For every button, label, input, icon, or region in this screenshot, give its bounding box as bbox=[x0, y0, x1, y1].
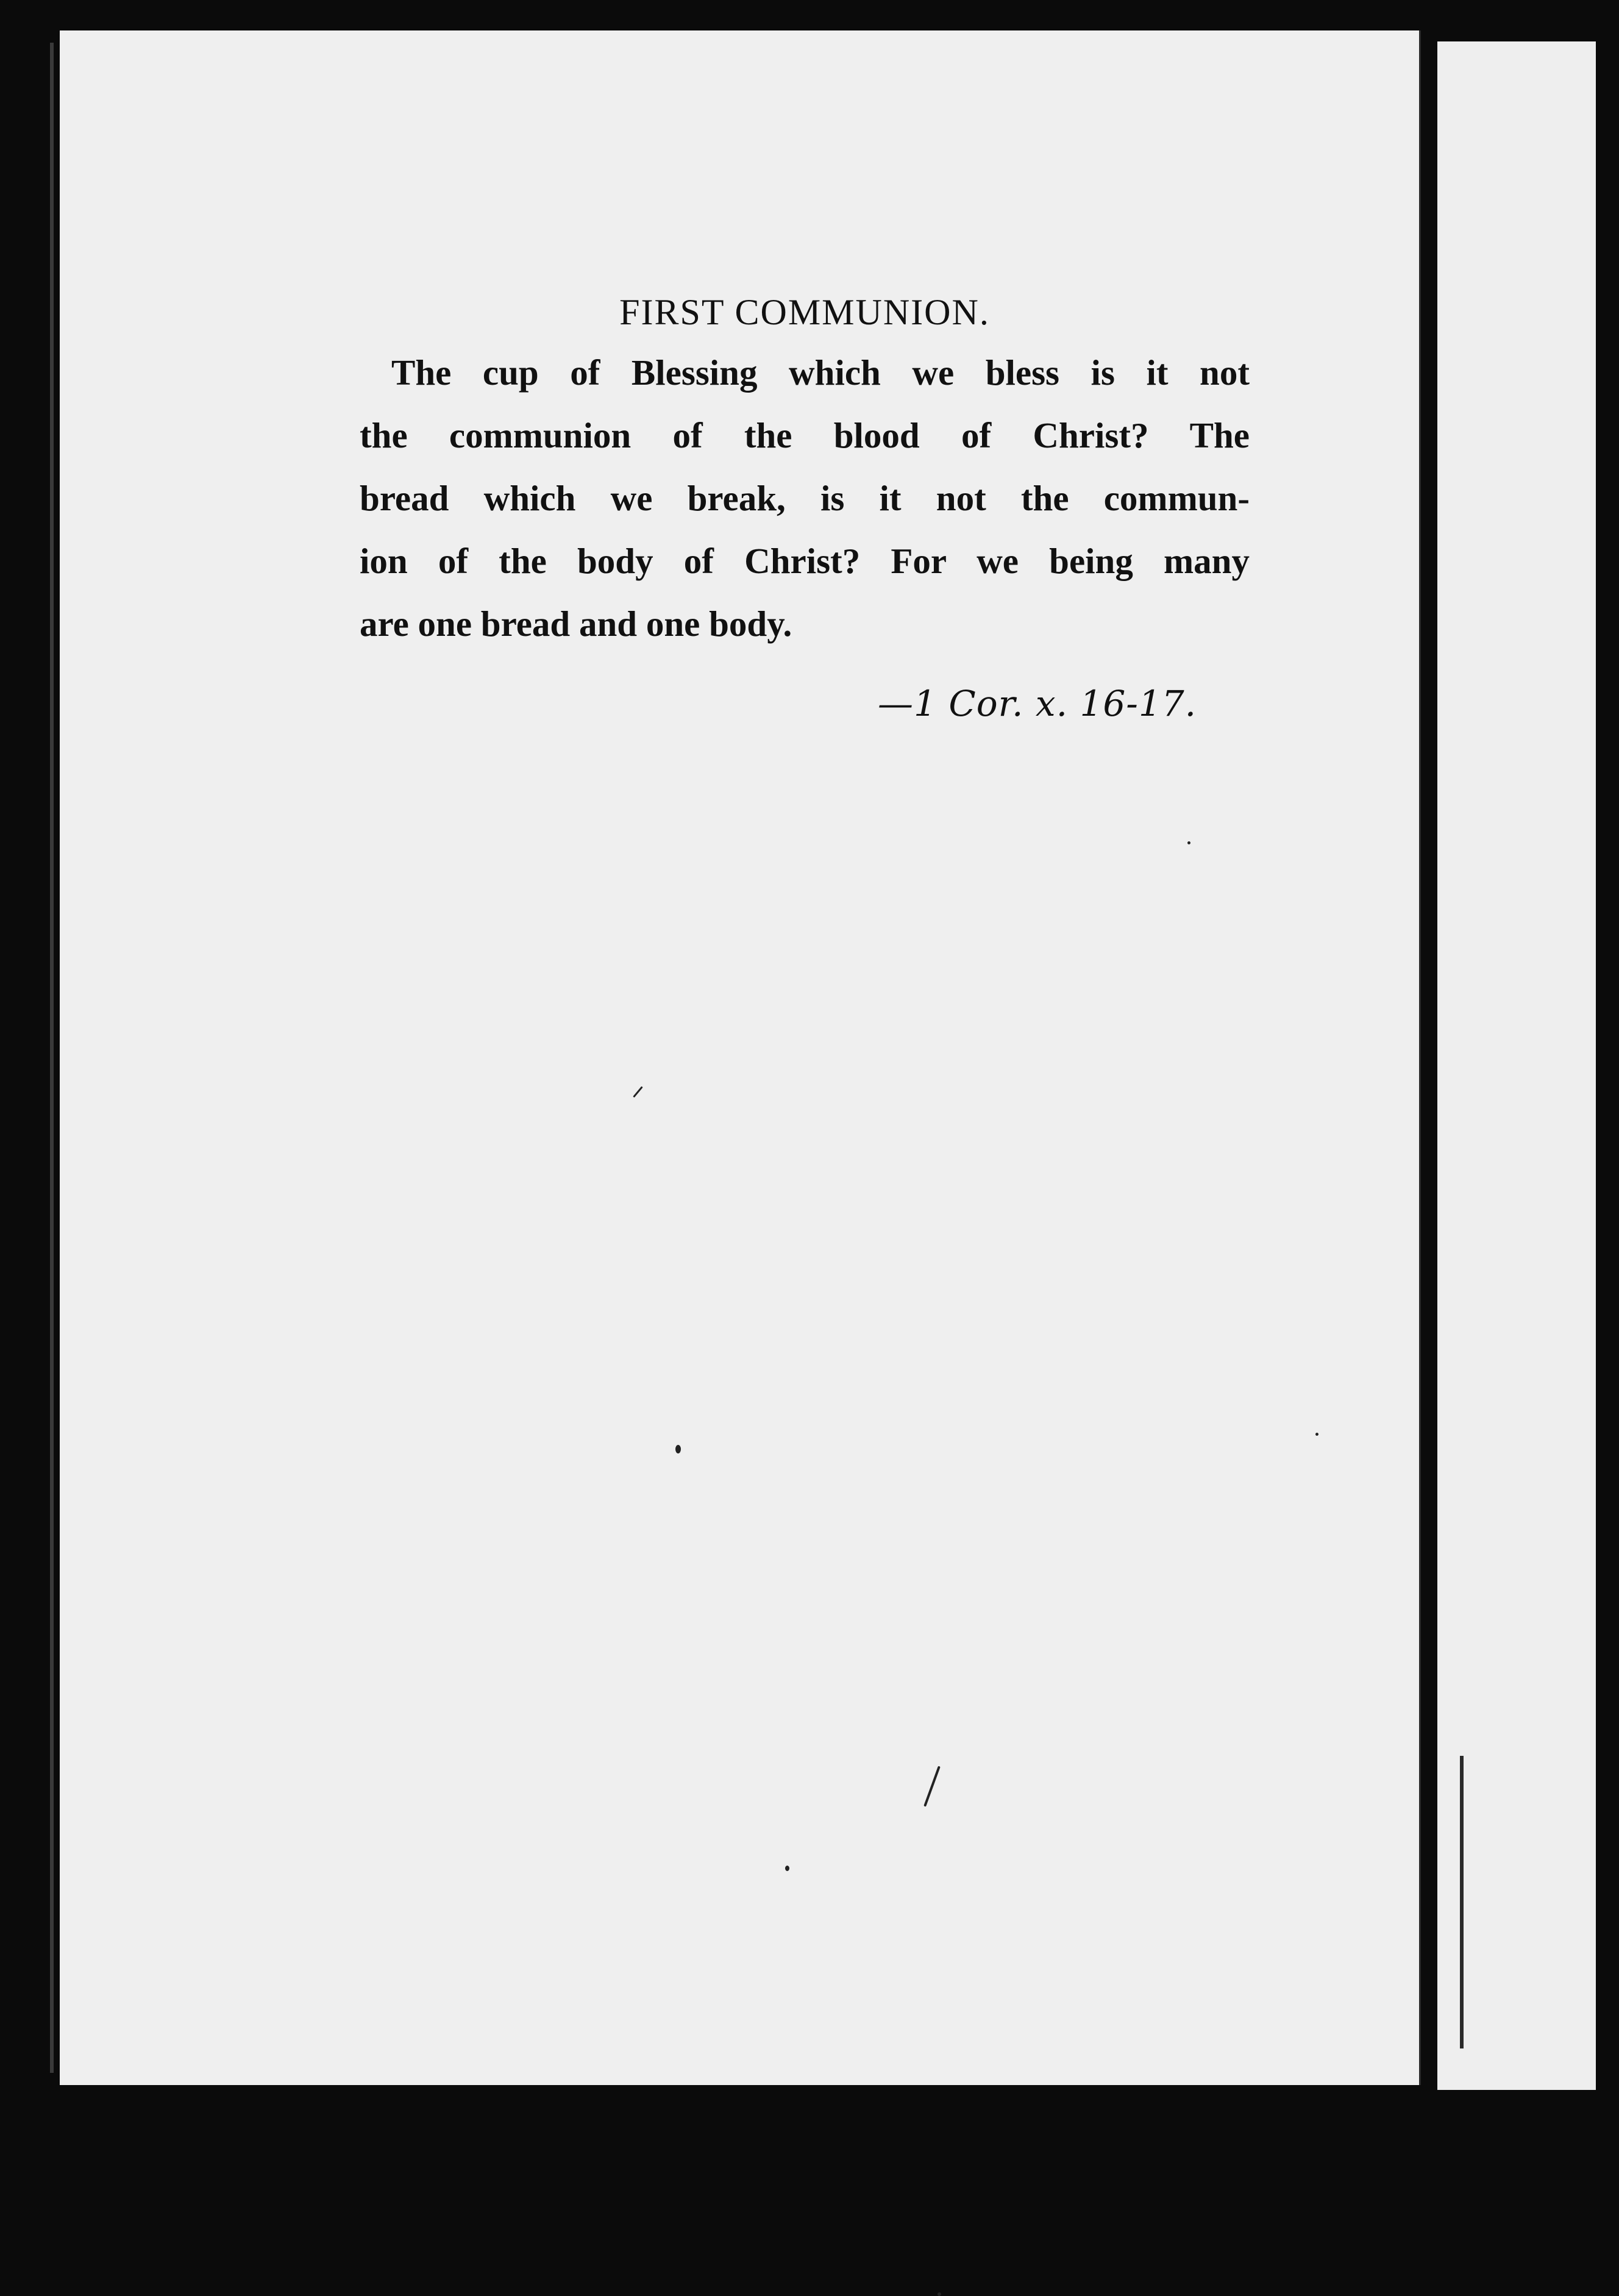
speck bbox=[938, 2292, 941, 2296]
verse-line: are one bread and one body. bbox=[360, 604, 792, 644]
book-spine-edge bbox=[50, 43, 54, 2073]
verse-line: the communion of the blood of Christ? The bbox=[360, 415, 1250, 455]
verse-line: bread which we break, is it not the commun- bbox=[360, 478, 1250, 518]
verse-line: ion of the body of Christ? For we being many bbox=[360, 541, 1250, 581]
page-heading: FIRST COMMUNION. bbox=[619, 292, 990, 333]
speck bbox=[1187, 841, 1190, 844]
verse-text bbox=[360, 341, 1250, 655]
right-page-edge bbox=[1460, 1756, 1464, 2048]
speck bbox=[633, 1086, 642, 1098]
speck bbox=[785, 1866, 789, 1871]
speck bbox=[923, 1766, 941, 1806]
speck bbox=[1315, 1433, 1318, 1436]
speck bbox=[675, 1445, 681, 1453]
scripture-citation: —1 Cor. x. 16-17. bbox=[878, 683, 1197, 724]
verse-line: The cup of Blessing which we bless is it not bbox=[391, 352, 1250, 393]
left-page bbox=[60, 30, 1421, 2085]
